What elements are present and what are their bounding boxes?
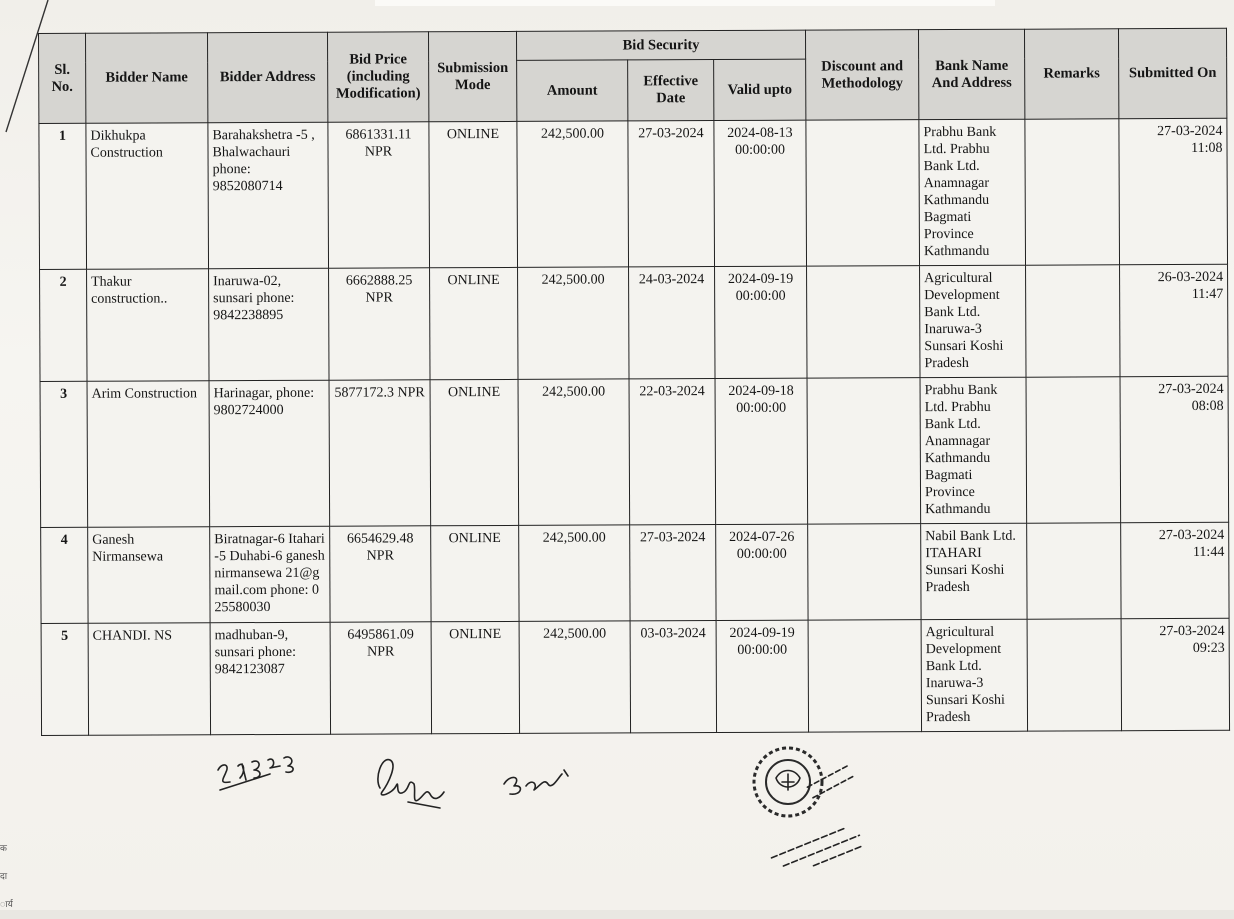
cell-remarks [1027, 619, 1121, 731]
cell-submitted-on: 27-03-2024 11:08 [1119, 118, 1228, 264]
cell-submitted-on: 27-03-2024 09:23 [1121, 618, 1229, 730]
header-bidder-address: Bidder Address [208, 32, 328, 123]
handwritten-date [210, 740, 310, 800]
header-effective-date: Effective Date [628, 60, 714, 121]
cell-bidder-name: Ganesh Nirmansewa [88, 527, 210, 624]
header-submission-mode: Submission Mode [428, 31, 516, 121]
signature [498, 760, 578, 810]
cell-discount [807, 266, 920, 378]
cell-sl-no: 3 [40, 381, 88, 527]
cell-sl-no: 1 [39, 123, 87, 269]
cell-effective-date: 27-03-2024 [628, 121, 715, 267]
cell-bidder-address: Inaruwa-02, sunsari phone: 9842238895 [209, 268, 329, 381]
cell-effective-date: 24-03-2024 [629, 267, 715, 379]
cell-effective-date: 27-03-2024 [630, 525, 716, 621]
cell-bid-price: 6495861.09 NPR [330, 622, 431, 734]
cell-bidder-address: Barahakshetra -5 , Bhalwachauri phone: 9852080714 [208, 122, 329, 269]
cell-submitted-on: 27-03-2024 08:08 [1120, 376, 1229, 522]
cell-submission-mode: ONLINE [429, 121, 518, 267]
cell-effective-date: 03-03-2024 [630, 621, 716, 733]
cell-bid-price: 6861331.11 NPR [328, 122, 430, 268]
cell-amount: 242,500.00 [517, 121, 629, 267]
cell-submission-mode: ONLINE [430, 379, 519, 525]
cell-bid-price: 6654629.48 NPR [330, 526, 431, 622]
cell-bid-price: 6662888.25 NPR [329, 268, 430, 380]
cell-submission-mode: ONLINE [431, 621, 519, 733]
cell-effective-date: 22-03-2024 [629, 379, 716, 525]
cell-valid-upto: 2024-09-19 00:00:00 [715, 266, 808, 378]
table-row [39, 118, 1228, 269]
header-amount: Amount [517, 60, 628, 121]
header-valid-upto: Valid upto [714, 59, 806, 120]
table-row [41, 618, 1230, 735]
header-sl-no: Sl. No. [39, 33, 86, 123]
cell-bank: Nabil Bank Ltd. ITAHARI Sunsari Koshi Pradesh [921, 523, 1027, 619]
cell-bidder-name: Thakur construction.. [87, 269, 209, 382]
header-bid-security: Bid Security [516, 30, 805, 60]
cell-submission-mode: ONLINE [430, 267, 518, 379]
table-row [40, 376, 1229, 527]
cell-bank: Prabhu Bank Ltd. Prabhu Bank Ltd. Anamnagar Kathmandu Bagmati Province Kathmandu [919, 119, 1026, 265]
cell-sl-no: 2 [40, 269, 87, 381]
margin-marks: क दा ार्य [0, 844, 13, 910]
cell-discount [807, 378, 921, 524]
header-bidder-name: Bidder Name [86, 33, 208, 124]
header-row-top [39, 28, 1227, 62]
cell-submission-mode: ONLINE [431, 525, 519, 621]
cell-bank: Agricultural Development Bank Ltd. Inaruwa-3 Sunsari Koshi Pradesh [921, 619, 1027, 731]
cell-sl-no: 5 [41, 623, 88, 735]
cell-amount: 242,500.00 [519, 621, 630, 733]
signature [368, 748, 458, 818]
cell-bank: Prabhu Bank Ltd. Prabhu Bank Ltd. Anamnagar Kathmandu Bagmati Province Kathmandu [920, 377, 1027, 523]
bid-comparison-table [38, 28, 1230, 736]
cell-valid-upto: 2024-08-13 00:00:00 [714, 120, 807, 266]
cell-discount [808, 620, 921, 732]
table-row [41, 522, 1229, 623]
cell-submitted-on: 27-03-2024 11:44 [1121, 522, 1229, 618]
header-bid-price: Bid Price (including Modification) [327, 32, 428, 122]
cell-remarks [1027, 523, 1121, 619]
official-stamp [746, 738, 896, 868]
header-submitted-on: Submitted On [1119, 28, 1227, 118]
cell-discount [808, 524, 921, 620]
cell-sl-no: 4 [41, 527, 88, 623]
cell-bank: Agricultural Development Bank Ltd. Inaruwa-3 Sunsari Koshi Pradesh [920, 265, 1026, 377]
cell-bidder-name: Arim Construction [87, 381, 210, 528]
cell-bidder-address: Biratnagar-6 Itahari-5 Duhabi-6 ganeshnirmansewa 21@gmail.com phone: 025580030 [210, 526, 330, 623]
cell-valid-upto: 2024-07-26 00:00:00 [716, 524, 808, 620]
cell-amount: 242,500.00 [519, 525, 630, 621]
cell-bidder-address: madhuban-9, sunsari phone: 9842123087 [210, 622, 330, 735]
cell-amount: 242,500.00 [518, 379, 630, 525]
paper-edge [375, 0, 995, 6]
cell-discount [806, 120, 920, 266]
header-discount: Discount and Methodology [806, 30, 919, 120]
cell-valid-upto: 2024-09-19 00:00:00 [716, 620, 809, 732]
cell-remarks [1025, 119, 1120, 265]
cell-submitted-on: 26-03-2024 11:47 [1120, 264, 1228, 376]
header-bank: Bank Name And Address [919, 29, 1025, 119]
cell-bid-price: 5877172.3 NPR [329, 380, 431, 526]
cell-amount: 242,500.00 [518, 267, 629, 379]
header-remarks: Remarks [1025, 29, 1119, 119]
cell-valid-upto: 2024-09-18 00:00:00 [715, 378, 808, 524]
cell-remarks [1026, 265, 1120, 377]
cell-bidder-name: CHANDI. NS [88, 623, 210, 736]
cell-remarks [1026, 377, 1121, 523]
cell-bidder-address: Harinagar, phone: 9802724000 [209, 380, 330, 527]
table-row [40, 264, 1229, 381]
cell-bidder-name: Dikhukpa Construction [86, 123, 209, 270]
